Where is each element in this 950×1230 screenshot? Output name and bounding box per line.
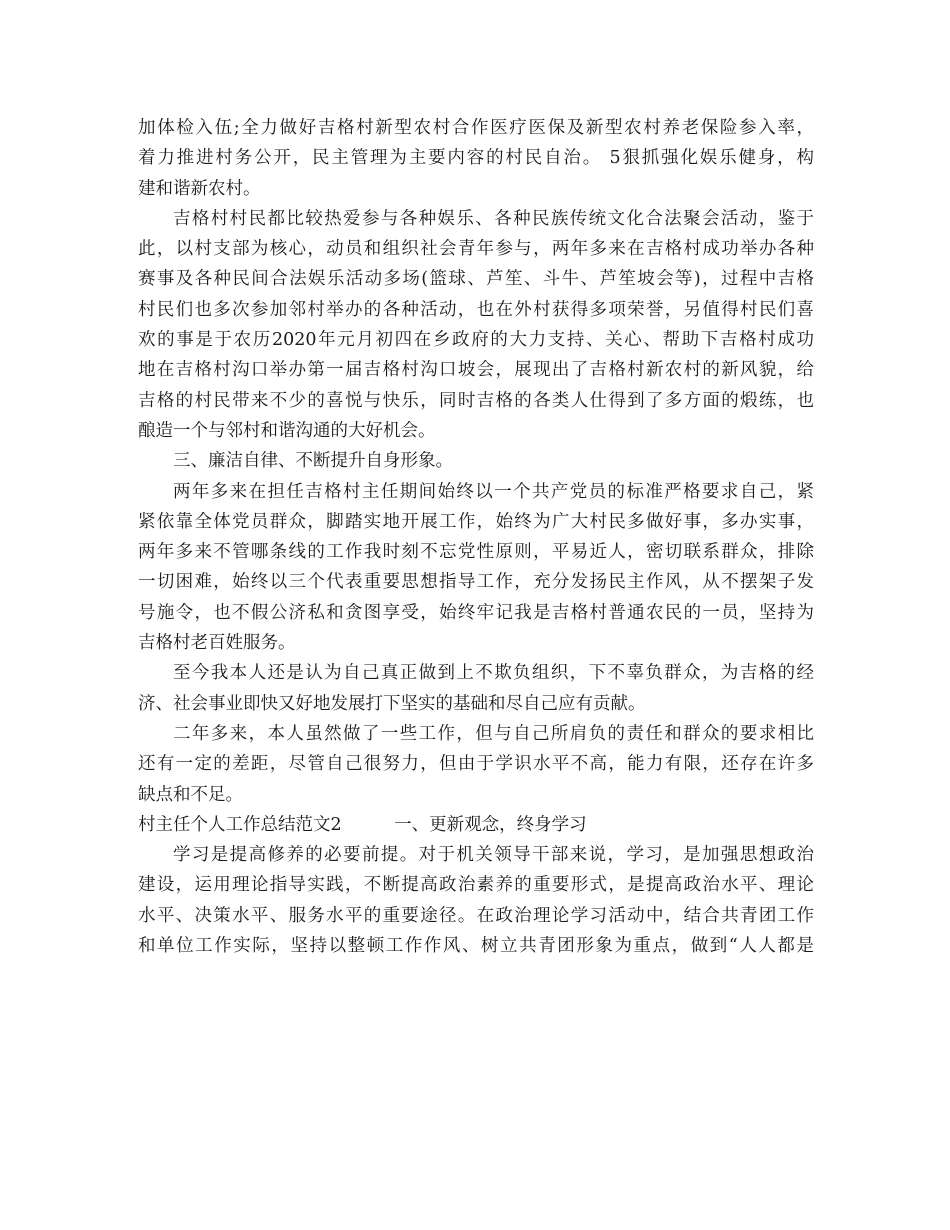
text-line: 二年多来，本人虽然做了一些工作，但与自己所肩负的责任和群众的要求相比 [173, 723, 814, 744]
text-line: 建和谐新农村。 [138, 178, 261, 199]
text-line: 加体检入伍;全力做好吉格村新型农村合作医疗医保及新型农村养老保险参入率， [138, 118, 814, 138]
text-line: 两年多来不管哪条线的工作我时刻不忘党性原则，平易近人，密切联系群众，排除 [138, 542, 814, 563]
text-line: 至今我本人还是认为自己真正做到上不欺负组织，下不辜负群众，为吉格的经 [173, 663, 814, 684]
text-line: 吉格的村民带来不少的喜悦与快乐，同时吉格的各类人仕得到了多方面的煅练，也 [138, 390, 814, 411]
text-line: 吉格村村民都比较热爱参与各种娱乐、各种民族传统文化合法聚会活动，鉴于 [173, 208, 814, 229]
text-line: 两年多来在担任吉格村主任期间始终以一个共产党员的标准严格要求自己，紧 [173, 481, 814, 502]
document-body [138, 113, 814, 961]
text-line: 吉格村老百姓服务。 [138, 633, 296, 654]
text-line: 欢的事是于农历2020年元月初四在乡政府的大力支持、关心、帮助下吉格村成功 [138, 330, 814, 351]
text-line: 学习是提高修养的必要前提。对于机关领导干部来说，学习，是加强思想政治 [173, 845, 814, 866]
text-line: 一切困难，始终以三个代表重要思想指导工作，充分发扬民主作风，从不摆架子发 [138, 572, 814, 593]
text-line: 着力推进村务公开，民主管理为主要内容的村民自治。 5狠抓强化娱乐健身，构 [138, 148, 814, 169]
text-line: 地在吉格村沟口举办第一届吉格村沟口坡会，展现出了吉格村新农村的新风貌，给 [138, 360, 814, 381]
text-line: 赛事及各种民间合法娱乐活动多场(篮球、芦笙、斗牛、芦笙坡会等)，过程中吉格 [138, 269, 814, 290]
text-line: 村民们也多次参加邻村举办的各种活动，也在外村获得多项荣誉，另值得村民们喜 [138, 299, 814, 320]
text-line: 三、廉洁自律、不断提升自身形象。 [173, 451, 453, 472]
text-line: 济、社会事业即快又好地发展打下坚实的基础和尽自己应有贡献。 [138, 693, 646, 714]
text-line: 此，以村支部为核心，动员和组织社会青年参与，两年多来在吉格村成功举办各种 [138, 239, 814, 260]
text-line: 还有一定的差距，尽管自己很努力，但由于学识水平不高，能力有限，还存在许多 [138, 754, 814, 775]
text-line: 村主任个人工作总结范文2 一、更新观念，终身学习 [138, 814, 587, 835]
text-line: 号施令，也不假公济私和贪图享受，始终牢记我是吉格村普通农民的一员，坚持为 [138, 602, 814, 623]
text-line: 和单位工作实际，坚持以整顿工作作风、树立共青团形象为重点，做到“人人都是 [138, 936, 814, 957]
text-line: 酿造一个与邻村和谐沟通的大好机会。 [138, 420, 436, 441]
text-line: 紧依靠全体党员群众，脚踏实地开展工作，始终为广大村民多做好事，多办实事， [138, 511, 814, 532]
text-line: 水平、决策水平、服务水平的重要途径。在政治理论学习活动中，结合共青团工作 [138, 905, 814, 926]
text-line: 缺点和不足。 [138, 784, 243, 805]
text-line: 建设，运用理论指导实践，不断提高政治素养的重要形式，是提高政治水平、理论 [138, 875, 814, 896]
